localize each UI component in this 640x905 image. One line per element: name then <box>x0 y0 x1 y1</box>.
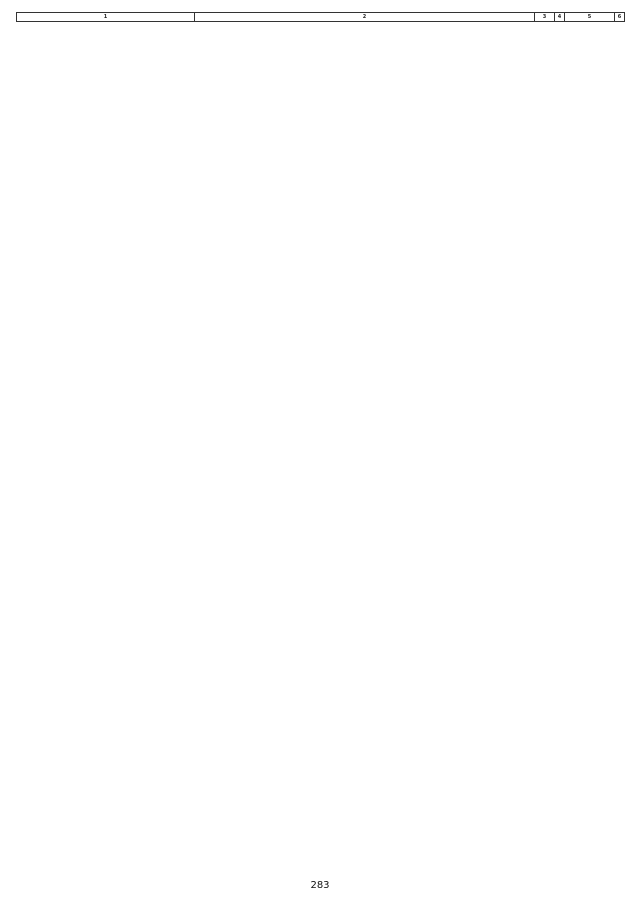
header-col-2: 2 <box>195 13 535 22</box>
header-col-1: 1 <box>17 13 195 22</box>
works-schedule-table <box>16 12 625 22</box>
header-col-5: 5 <box>565 13 615 22</box>
header-col-6: 6 <box>615 13 625 22</box>
header-col-3: 3 <box>535 13 555 22</box>
page-number: 283 <box>310 880 330 891</box>
header-row <box>17 13 625 22</box>
header-col-4: 4 <box>555 13 565 22</box>
